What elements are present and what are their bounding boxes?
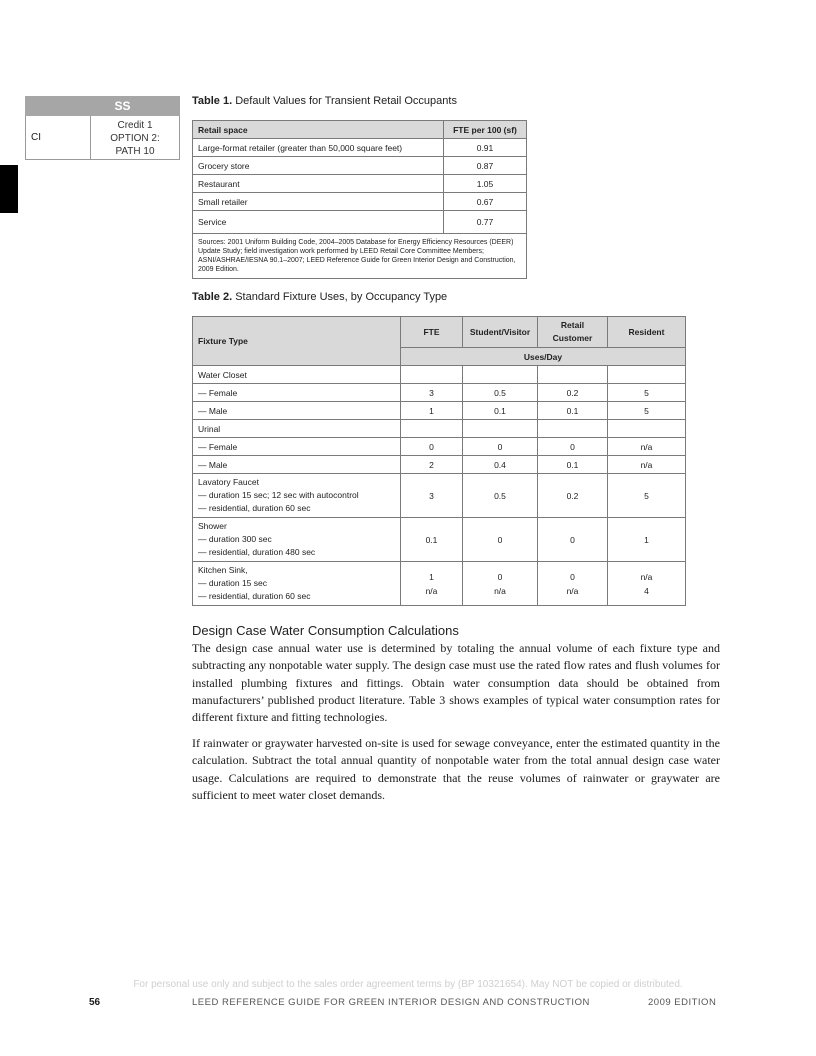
uses-cell-fte: 3	[401, 384, 463, 402]
page-number: 56	[89, 997, 101, 1008]
table-row	[193, 402, 686, 420]
fixture-type-cell	[193, 384, 401, 402]
uses-cell-fte: 3	[401, 474, 463, 518]
fixture-type-cell	[193, 456, 401, 474]
table2-header-fte: FTE	[401, 317, 463, 348]
table2-caption-number: Table 2.	[192, 291, 233, 303]
fixture-line: — residential, duration 480 sec	[198, 547, 316, 557]
table2-header-uses-per-day: Uses/Day	[401, 348, 686, 366]
chapter-tab-marker	[0, 165, 18, 213]
table-row	[193, 420, 686, 438]
table1-cell: Grocery store	[193, 157, 444, 175]
table-row	[193, 562, 686, 606]
table1-cell: Restaurant	[193, 175, 444, 193]
uses-cell-rc	[538, 420, 608, 438]
table2-header-resident: Resident	[608, 317, 686, 348]
uses-cell-sv: 0.5	[463, 384, 538, 402]
table-row	[193, 384, 686, 402]
sidebar-header: SS	[25, 96, 180, 116]
table-row	[193, 474, 686, 518]
sidebar-row-label: CI	[26, 116, 91, 159]
uses-cell-fte	[401, 420, 463, 438]
fixture-type-cell	[193, 420, 401, 438]
uses-cell-rc: 0.1	[538, 402, 608, 420]
uses-cell-rc: 0	[538, 438, 608, 456]
table2-caption	[192, 291, 447, 303]
uses-cell-rc: 0.1	[538, 456, 608, 474]
uses-cell-res: n/a	[608, 438, 686, 456]
table1-cell: 0.67	[444, 193, 527, 211]
fixture-line: — duration 15 sec	[198, 578, 267, 588]
uses-cell-sv	[463, 420, 538, 438]
uses-cell-res: 5	[608, 474, 686, 518]
fixture-type-cell	[193, 438, 401, 456]
footer-edition: 2009 EDITION	[648, 997, 717, 1008]
footer-title: LEED REFERENCE GUIDE FOR GREEN INTERIOR DESIGN AND CONSTRUCTION	[192, 997, 590, 1008]
table-row	[193, 157, 527, 175]
table-row	[193, 456, 686, 474]
table2-caption-text: Standard Fixture Uses, by Occupancy Type	[235, 291, 448, 303]
uses-cell-rc	[538, 366, 608, 384]
uses-cell-fte: 2	[401, 456, 463, 474]
uses-cell-fte: 0.1	[401, 518, 463, 562]
table-row	[193, 366, 686, 384]
fixture-line: — duration 15 sec; 12 sec with autocontrol	[198, 490, 359, 500]
fixture-line: Urinal	[198, 423, 221, 434]
table1-cell: 0.77	[444, 211, 527, 234]
uses-cell-fte: 1 n/a	[401, 562, 463, 606]
fixture-line: — Male	[198, 459, 228, 470]
fixture-line: — residential, duration 60 sec	[198, 591, 311, 601]
credit-line: PATH 10	[115, 146, 155, 157]
table1-header-retail-space: Retail space	[193, 121, 444, 139]
uses-cell-sv	[463, 366, 538, 384]
table1-cell: 0.87	[444, 157, 527, 175]
table-row	[193, 193, 527, 211]
uses-cell-res: 5	[608, 384, 686, 402]
body-paragraph: If rainwater or graywater harvested on-site is used for sewage conveyance, enter the estimated quantity in the calculation. Subtract the total annual quantity of nonpotable water from the total annual design case water usage. Calculations are required to demonstrate that the reuse volumes of rainwater or graywater are sufficient to meet water closet demands.	[192, 736, 720, 802]
table1-header-fte: FTE per 100 (sf)	[444, 121, 527, 139]
fixture-type-cell	[193, 562, 401, 606]
table1-caption	[192, 95, 457, 107]
uses-cell-rc: 0 n/a	[538, 562, 608, 606]
table1-sources-row	[193, 234, 527, 279]
fixture-line: Shower	[198, 521, 227, 531]
credit-sidebar	[25, 96, 180, 160]
uses-cell-res: n/a	[608, 456, 686, 474]
uses-cell-res: 5	[608, 402, 686, 420]
fixture-line: Kitchen Sink,	[198, 565, 248, 575]
uses-cell-sv: 0 n/a	[463, 562, 538, 606]
fixture-line: — Male	[198, 405, 228, 416]
retail-customer-line: Customer	[552, 333, 593, 343]
uses-cell-rc: 0.2	[538, 474, 608, 518]
uses-cell-sv: 0.1	[463, 402, 538, 420]
table2-header-student-visitor: Student/Visitor	[463, 317, 538, 348]
table1-cell: 0.91	[444, 139, 527, 157]
uses-cell-rc: 0	[538, 518, 608, 562]
sidebar-credit	[91, 116, 179, 159]
uses-cell-fte: 0	[401, 438, 463, 456]
table-row	[193, 518, 686, 562]
uses-cell-fte: 1	[401, 402, 463, 420]
table1-caption-text: Default Values for Transient Retail Occupants	[235, 95, 457, 107]
fixture-line: Lavatory Faucet	[198, 477, 259, 487]
table1-sources: Sources: 2001 Uniform Building Code, 2004–2005 Database for Energy Efficiency Resources (DEER) Update Study; field investigation work performed by LEED Retail Core Committee Members; ASNI/ASHRAE/IESNA 90.1–2007; LEED Reference Guide for Green Interior Design and Construction, 2009 Edition.	[193, 234, 527, 279]
table2-header-retail-customer	[538, 317, 608, 348]
uses-cell-sv: 0	[463, 518, 538, 562]
table-row	[193, 438, 686, 456]
table-row	[193, 139, 527, 157]
table1	[192, 120, 527, 279]
uses-cell-rc: 0.2	[538, 384, 608, 402]
table-row	[193, 175, 527, 193]
credit-line: OPTION 2:	[110, 133, 160, 144]
table2-body	[193, 366, 686, 606]
table2-header-fixture-type: Fixture Type	[193, 317, 401, 366]
fixture-type-cell	[193, 366, 401, 384]
fixture-line: — Female	[198, 387, 238, 398]
table1-cell: Large-format retailer (greater than 50,000 square feet)	[193, 139, 444, 157]
uses-cell-res: n/a 4	[608, 562, 686, 606]
uses-cell-res	[608, 420, 686, 438]
footer-watermark: For personal use only and subject to the sales order agreement terms by (BP 10321654). May NOT be copied or distributed.	[133, 979, 683, 990]
fixture-line: Water Closet	[198, 369, 247, 380]
table1-cell: Small retailer	[193, 193, 444, 211]
credit-line: Credit 1	[117, 120, 153, 131]
table-row	[193, 211, 527, 234]
fixture-type-cell	[193, 518, 401, 562]
table1-cell: Service	[193, 211, 444, 234]
table1-cell: 1.05	[444, 175, 527, 193]
uses-cell-res	[608, 366, 686, 384]
body-paragraph: The design case annual water use is determined by totaling the annual volume of each fixture type and subtracting any nonpotable water supply. The design case must use the rated flow rates and flush volumes for installed plumbing fixtures and fittings. Obtain water consumption data should be obtained from manufacturers’ published product literature. Table 3 shows examples of typical water consumption rates for different fixture and fitting technologies.	[192, 641, 720, 725]
uses-cell-res: 1	[608, 518, 686, 562]
fixture-type-cell	[193, 402, 401, 420]
table1-caption-number: Table 1.	[192, 95, 233, 107]
uses-cell-fte	[401, 366, 463, 384]
retail-customer-line: Retail	[560, 320, 585, 330]
fixture-type-cell	[193, 474, 401, 518]
uses-cell-sv: 0	[463, 438, 538, 456]
uses-cell-sv: 0.4	[463, 456, 538, 474]
table2	[192, 316, 686, 606]
uses-cell-sv: 0.5	[463, 474, 538, 518]
sidebar-body	[25, 116, 180, 160]
fixture-line: — duration 300 sec	[198, 534, 272, 544]
fixture-line: — residential, duration 60 sec	[198, 503, 311, 513]
section-heading: Design Case Water Consumption Calculations	[192, 623, 459, 638]
fixture-line: — Female	[198, 441, 238, 452]
